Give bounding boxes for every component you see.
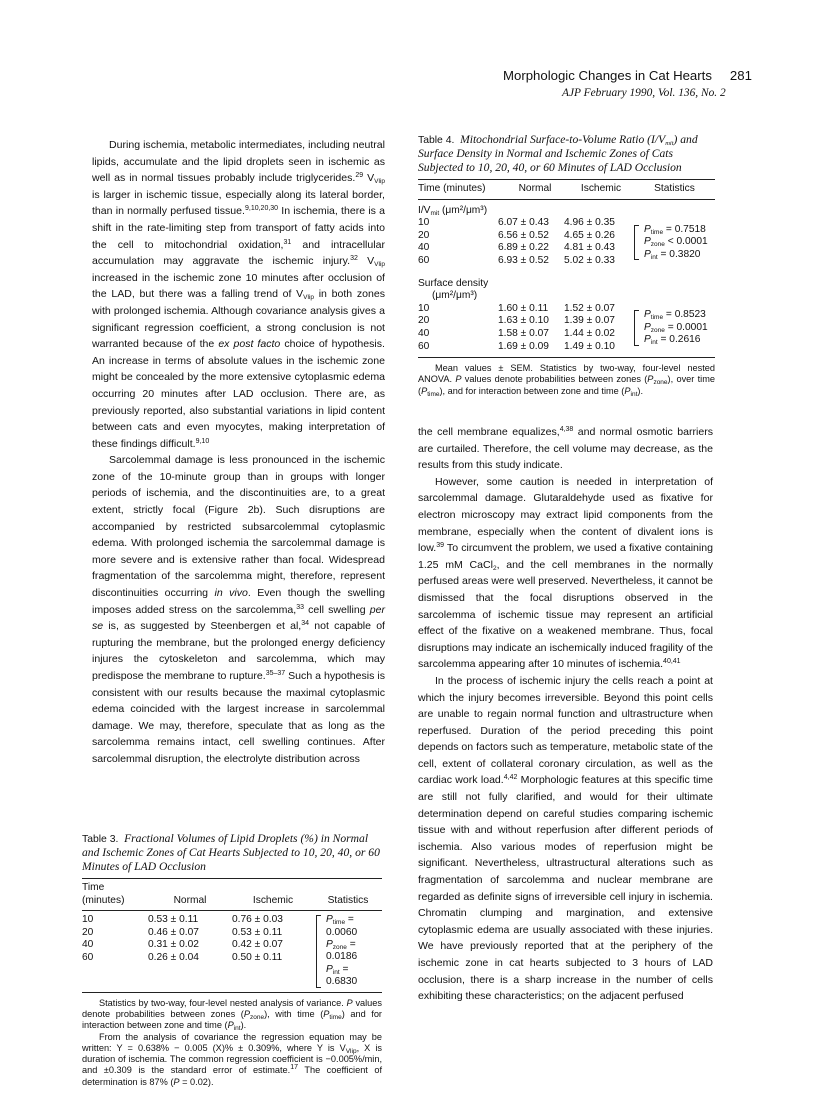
text: To circumvent the problem, we used a fixative containing 1.25 mM CaCl — [418, 542, 713, 571]
citation: 40,41 — [663, 658, 681, 666]
page-number: 281 — [729, 68, 752, 83]
header-time — [82, 882, 148, 907]
text: the cell membrane equalizes, — [418, 426, 560, 438]
header-normal: Normal — [518, 183, 552, 194]
footnote-paragraph — [82, 998, 382, 1032]
subscript: time — [427, 390, 440, 398]
left-column — [92, 137, 385, 768]
text: However, some caution is needed in interpretation of sarcolemmal damage. Glutaraldehyde used as fixative for electron microscopy may extract lipid components from the membrane, especially when the content of divalent ions is low. — [418, 475, 713, 555]
stat-line — [326, 914, 382, 939]
stats-cell — [314, 914, 382, 988]
footnote-paragraph — [82, 1032, 382, 1088]
stat-value: < 0.0001 — [664, 236, 708, 248]
p-symbol: P — [326, 963, 333, 975]
header-text: (minutes) — [82, 894, 125, 906]
cell-normal: 1.63 ± 0.10 — [498, 315, 549, 327]
text: . Even though the swelling imposes added stress on the sarcolemma, — [92, 587, 385, 616]
section-unit: (μm²/μm³) — [432, 290, 478, 302]
citation: 9,10 — [195, 437, 210, 445]
table-row — [418, 315, 630, 328]
table-body — [82, 911, 382, 991]
cell-ischemic: 1.49 ± 0.10 — [564, 340, 615, 352]
stat-value: = 0.0186 — [326, 939, 358, 963]
text: During ischemia, metabolic intermediates, including neutral lipids, accumulate and the lipid droplets seen in ischemic as well as in normal tissues probably include triglycerides. — [92, 139, 385, 185]
p-symbol: P — [326, 914, 333, 926]
citation: 39 — [436, 542, 444, 550]
subscript: time — [650, 314, 664, 322]
table-row — [418, 230, 630, 243]
running-header — [503, 68, 752, 83]
text: Mitochondrial Surface-to-Volume Ratio (I/V — [460, 133, 666, 146]
text: ) and Surface Density in Normal and Ischemic Zones of Cats Subjected to 10, 20, 40, or 60 Minutes of LAD Occlusion — [418, 133, 698, 174]
subscript: zone — [249, 1013, 265, 1021]
italic-text: P — [455, 374, 462, 385]
citation: 32 — [350, 255, 358, 263]
cell-time: 40 — [418, 327, 430, 339]
p-symbol: P — [644, 321, 651, 333]
table-footnote — [418, 363, 715, 397]
subscript: 2 — [492, 564, 497, 572]
section-label — [418, 200, 715, 218]
citation: 17 — [290, 1064, 299, 1072]
italic-text: P — [323, 1008, 330, 1019]
text: In the process of ischemic injury the cells reach a point at which the injury becomes irreversible. Beyond this point cells are unable to regain normal function and ultrastructure when reperfused. Duration of the period preceding this point depends on factors such as temperature, metabolic state of the cell, extent of collateral coronary circulation, as well as the cardiac work load. — [418, 674, 713, 787]
table-header-row — [82, 879, 382, 910]
stat-line — [644, 334, 708, 346]
citation: 34 — [301, 620, 310, 628]
p-symbol: P — [644, 236, 651, 248]
stats-cell — [630, 303, 715, 353]
cell-ischemic: 4.65 ± 0.26 — [564, 229, 615, 241]
stat-value: = 0.8523 — [663, 309, 706, 321]
italic-text: P — [346, 997, 353, 1008]
text: (μm²/μm³) — [439, 204, 488, 216]
stat-line — [326, 939, 382, 964]
citation: 9,10,20,30 — [244, 205, 279, 213]
cell-time: 40 — [418, 242, 430, 254]
stats-bracket — [634, 309, 708, 346]
cell-ischemic: 1.39 ± 0.07 — [564, 315, 615, 327]
text: increased in the ischemic zone 10 minutes after occlusion of the LAD, but there was a falling trend of V — [92, 271, 385, 301]
stat-value: = 0.6830 — [326, 963, 358, 988]
text: values denote probabilities between zones ( — [82, 997, 382, 1019]
italic-text: ex post facto — [218, 338, 281, 351]
text: V — [357, 255, 375, 268]
text: choice of hypothesis. An increase in terms of absolute values in the ischemic zone might be concealed by the more extensive cytoplasmic edema occurring 20 minutes after LAD occlusion. There are, as previously reported, also substantial variations in lipid content between cats and even myocytes, making interpretation of these findings difficult. — [92, 338, 385, 450]
text: Sarcolemmal damage is less pronounced in the ischemic zone of the 10-minute group than in groups with longer periods of ischemia, and the discontinuities are, to a great extent, strictly focal (Figure 2b). Such disruptions are accompanied by restricted subsarcolemmal cytoplasmic edema. With prolonged ischemia the sarcolemmal damage is more severe and is extensive rather than focal. Widespread fragmentation of the sarcolemma might, therefore, represent discontinuities occurring — [92, 454, 385, 600]
table-row — [418, 217, 630, 230]
cell-time: 60 — [418, 254, 430, 266]
cell-ischemic: 1.52 ± 0.07 — [564, 302, 615, 314]
table-title: Fractional Volumes of Lipid Droplets (%) in Normal and Ischemic Zones of Cat Hearts Subjected to 10, 20, 40, or 60 Minutes of LAD Occlusion — [82, 832, 380, 873]
right-column — [418, 424, 713, 1005]
cell-time: 20 — [82, 926, 94, 938]
italic-text: P — [624, 385, 631, 396]
italic-text: per se — [92, 603, 385, 633]
cell-normal: 6.89 ± 0.22 — [498, 242, 549, 254]
table-row — [82, 939, 314, 952]
table-3 — [82, 832, 382, 1088]
table-bottom-rule — [418, 357, 715, 358]
subscript: int — [630, 390, 638, 398]
table-caption — [418, 133, 715, 175]
italic-text: in vivo — [214, 587, 248, 600]
stat-value: = 0.7518 — [663, 223, 706, 235]
table-row — [418, 341, 630, 354]
header-statistics: Statistics — [327, 894, 369, 906]
table-row — [418, 242, 630, 255]
footnote-paragraph — [418, 363, 715, 397]
subscript: time — [650, 228, 664, 236]
cell-normal: 1.60 ± 0.11 — [498, 302, 549, 314]
p-symbol: P — [644, 334, 651, 346]
cell-time: 10 — [418, 302, 430, 314]
stat-value: = 0.0001 — [664, 321, 708, 333]
cell-normal: 6.56 ± 0.52 — [498, 229, 549, 241]
table-footnote — [82, 998, 382, 1088]
cell-time: 10 — [82, 914, 94, 926]
table-rows — [418, 303, 630, 353]
table-row — [418, 328, 630, 341]
header-ischemic: Ischemic — [580, 183, 622, 194]
cell-ischemic: 4.96 ± 0.35 — [564, 217, 615, 229]
text: Statistics by two-way, four-level nested analysis of variance. — [99, 997, 347, 1008]
citation: 35–37 — [265, 670, 286, 677]
cell-normal: 1.69 ± 0.09 — [498, 340, 549, 352]
stat-line — [644, 322, 708, 334]
cell-time: 60 — [418, 340, 430, 352]
paragraph — [92, 452, 385, 767]
stat-line — [644, 236, 708, 248]
subscript: Vlip — [345, 1047, 357, 1055]
cell-ischemic: 4.81 ± 0.43 — [564, 242, 615, 254]
stats-bracket — [634, 224, 708, 261]
header-time: Time (minutes) — [418, 183, 486, 194]
text: , and the cell membranes in the normally perfused areas were well preserved. Nevertheless, it cannot be dismissed that the focal disruptions observed in the sarcolemma of ischemic tissue may represent an artificial effect of the fixative on a weakened membrane. Thus, focal disruptions may indicate an ischemically induced fragility of the sarcolemma appearing after 10 minutes of ischemia. — [418, 558, 713, 671]
text: ), over time ( — [418, 374, 715, 396]
header-normal: Normal — [173, 894, 207, 906]
text: cell swelling — [303, 603, 370, 616]
cell-ischemic: 0.42 ± 0.07 — [232, 939, 283, 951]
text: , X is duration of ischemia. The common regression coefficient is −0.005%/min, and ±0.309 is the standard error of estimate. — [82, 1042, 382, 1076]
subscript: int — [332, 968, 340, 976]
p-symbol: P — [326, 939, 333, 950]
italic-text: P — [173, 1076, 180, 1087]
paragraph — [418, 424, 713, 474]
cell-normal: 6.93 ± 0.52 — [498, 254, 549, 266]
p-symbol: P — [644, 248, 651, 260]
subscript: mit — [430, 209, 440, 217]
cell-normal: 0.46 ± 0.07 — [148, 926, 199, 938]
text: and intracellular accumulation may aggravate the ischemic injury. — [92, 238, 385, 268]
citation: 4,42 — [503, 774, 518, 782]
section-label: Surface density — [418, 277, 489, 289]
text: = 0.02). — [179, 1076, 214, 1087]
text: I/V — [418, 204, 431, 216]
citation: 29 — [355, 172, 364, 180]
cell-normal: 0.31 ± 0.02 — [148, 939, 199, 951]
text: is larger in ischemic tissue, especially along its lateral border, than in normally perfused tissue. — [92, 188, 385, 218]
italic-text: P — [421, 385, 428, 396]
subscript: zone — [650, 326, 665, 334]
cell-normal: 6.07 ± 0.43 — [498, 217, 549, 229]
cell-ischemic: 1.44 ± 0.02 — [564, 327, 615, 339]
text: V — [363, 172, 375, 185]
text: ). — [240, 1020, 247, 1031]
subscript: time — [332, 919, 346, 927]
stat-line — [644, 249, 708, 261]
table-section-1 — [418, 217, 715, 267]
italic-text: P — [647, 374, 654, 385]
table-row — [82, 914, 314, 927]
stat-line — [644, 224, 708, 236]
subscript: zone — [653, 379, 668, 387]
table-header-row — [418, 180, 715, 199]
cell-ischemic: 0.76 ± 0.03 — [232, 914, 283, 926]
text: is, as suggested by Steenbergen et al, — [103, 620, 302, 633]
cell-normal: 0.26 ± 0.04 — [148, 951, 199, 963]
subscript: Vlip — [374, 261, 386, 269]
table-rows — [418, 217, 630, 267]
table-rows — [82, 914, 314, 988]
table-caption — [82, 832, 382, 874]
text: The coefficient of determination is 87% ( — [82, 1065, 383, 1087]
cell-normal: 1.58 ± 0.07 — [498, 327, 549, 339]
cell-normal: 0.53 ± 0.11 — [148, 914, 199, 926]
stat-value: = 0.2616 — [657, 334, 701, 346]
text: values denote probabilities between zones ( — [461, 374, 648, 385]
stats-cell — [630, 217, 715, 267]
subscript: int — [233, 1025, 241, 1033]
header-ischemic: Ischemic — [252, 894, 294, 906]
subscript: zone — [650, 241, 665, 249]
italic-text: P — [227, 1020, 234, 1031]
stat-value: = 0.3820 — [657, 248, 701, 260]
text: ), and for interaction between zone and time ( — [439, 385, 625, 396]
table-4 — [418, 133, 715, 397]
paragraph — [418, 474, 713, 673]
paragraph — [92, 137, 385, 452]
p-symbol: P — [644, 223, 651, 235]
cell-time: 40 — [82, 939, 94, 951]
cell-ischemic: 0.50 ± 0.11 — [232, 951, 283, 963]
stat-line — [644, 309, 708, 321]
cell-time: 20 — [418, 315, 430, 327]
table-row — [82, 927, 314, 940]
p-symbol: P — [644, 309, 651, 321]
text: Such a hypothesis is consistent with our results because the maximal cytoplasmic edema coincided with the largest increase in sarcolemmal damage. We may, therefore, speculate that as long as the sarcolemma remains intact, cell swelling continues. After sarcolemmal disruption, the electrolyte distribution across — [92, 670, 385, 765]
table-section-2 — [418, 303, 715, 357]
text: Mean values ± SEM. Statistics by two-way, four-level nested ANOVA. — [418, 363, 715, 385]
text: not capable of rupturing the membrane, but the prolonged energy deficiency injures the cytoskeleton and sarcolemma, which may predispose the membrane to rupture. — [92, 620, 385, 682]
subscript: Vlip — [303, 294, 315, 302]
citation: 4,38 — [559, 426, 574, 433]
subscript: time — [329, 1013, 342, 1021]
citation: 31 — [283, 238, 292, 246]
table-row — [418, 303, 630, 316]
cell-time: 60 — [82, 951, 94, 963]
text: Morphologic features at this specific time are still not fully clarified, and would for their ultimate determination depend on careful studies comparing ischemic tissue with and without reperfusion after different periods of ischemia. Also various modes of reperfusion might be significant. Nevertheless, ultrastructural alterations such as fragmentation of sarcolemma and nuclear membrane are regarded as definite signs of irreversible cell injury in ischemia. Chromatin clumping and margination, and extensive cytoplasmic edema are usually associated with these injuries. We have previously reported that at the periphery of the ischemic zone in cat hearts subjected to 3 hours of LAD occlusion, there is a sharp increase in the number of cells exhibiting these characteristics; on the adjacent perfused — [418, 774, 713, 1003]
text: From the analysis of covariance the regression equation may be written: Y = 0.638% − 0.005 (X)% ± 0.309%, where Y is V — [82, 1031, 382, 1053]
cell-time: 10 — [418, 217, 430, 229]
table-bottom-rule — [82, 992, 382, 993]
cell-time: 20 — [418, 229, 430, 241]
table-title — [418, 133, 698, 174]
paragraph — [418, 673, 713, 1005]
text: and normal osmotic barriers are curtailed. Therefore, the cell volume may decrease, as the results from this study indicate. — [418, 426, 713, 472]
subscript: int — [650, 253, 658, 261]
text: in both zones with prolonged ischemia. Although covariance analysis gives a significant regression coefficient, a strong conclusion is not warranted because of the — [92, 288, 385, 351]
table-label: Table 3. — [82, 834, 119, 845]
subscript: Vlip — [374, 178, 386, 186]
cell-ischemic: 0.53 ± 0.11 — [232, 926, 283, 938]
stats-bracket — [316, 914, 382, 988]
header-text: Time — [82, 882, 105, 893]
stat-line — [326, 964, 382, 989]
text: ). — [637, 385, 644, 396]
stat-value: = 0.0060 — [326, 914, 358, 938]
text: ) and for interaction between zone and time ( — [82, 1008, 382, 1031]
table-row — [82, 952, 314, 965]
subscript: mit — [665, 140, 674, 147]
italic-text: P — [243, 1008, 250, 1019]
table-label: Table 4. — [418, 135, 455, 146]
running-title: Morphologic Changes in Cat Hearts — [503, 68, 712, 83]
journal-citation: AJP February 1990, Vol. 136, No. 2 — [562, 87, 726, 99]
text: ), with time ( — [264, 1008, 324, 1019]
subscript: int — [650, 339, 658, 347]
text: In ischemia, there is a shift in the rate-limiting step from transport of fatty acids into the cell to mitochondrial oxidation, — [92, 205, 386, 251]
header-statistics: Statistics — [654, 183, 695, 194]
table-row — [418, 255, 630, 268]
citation: 33 — [296, 603, 304, 611]
cell-ischemic: 5.02 ± 0.33 — [564, 254, 615, 266]
subscript: zone — [332, 944, 347, 951]
